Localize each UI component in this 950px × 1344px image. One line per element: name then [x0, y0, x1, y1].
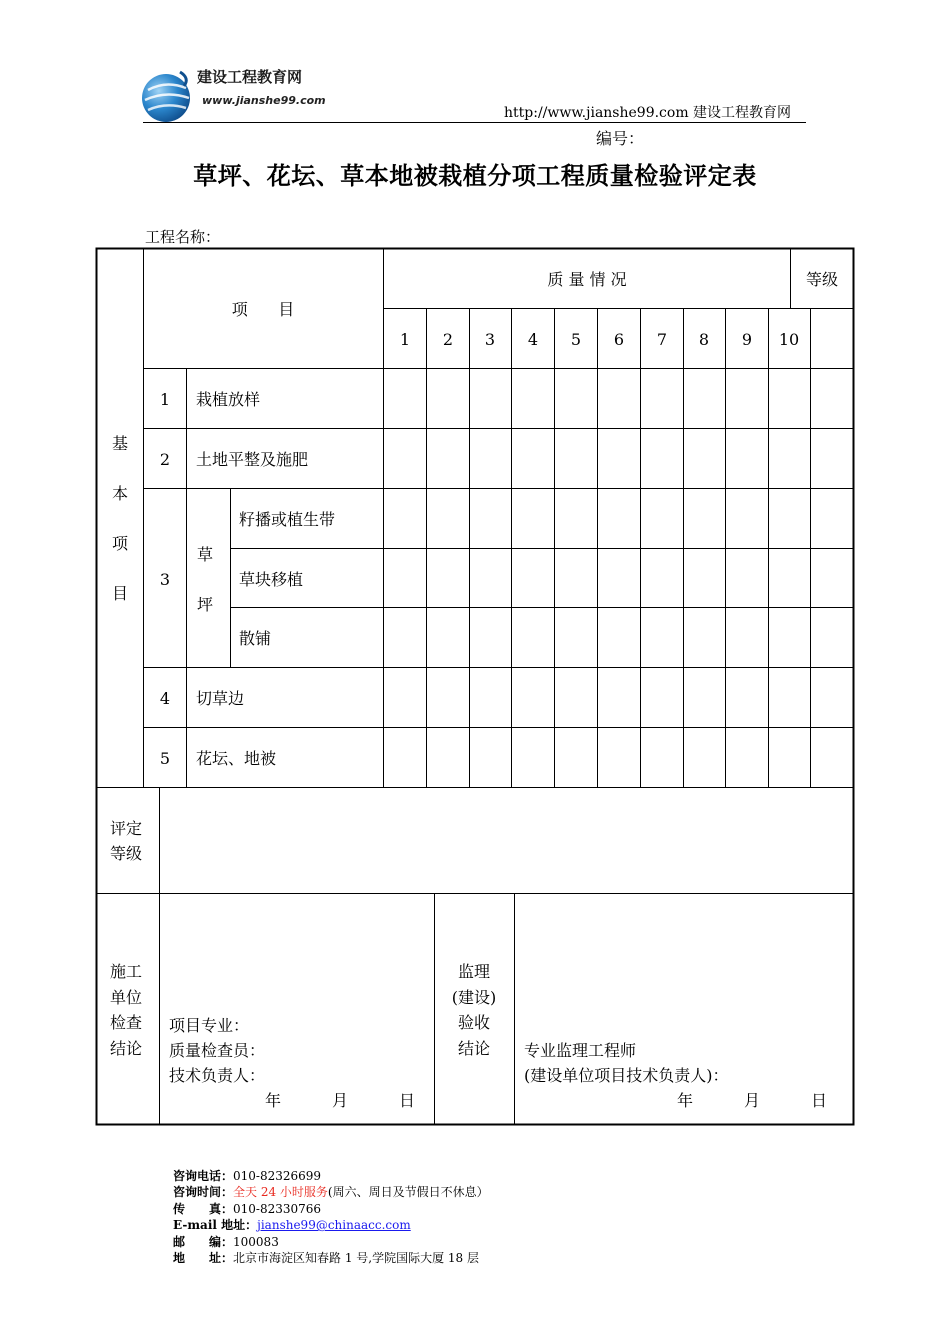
footer-fax: [173, 1201, 489, 1217]
serial-number-label: 编号：: [596, 129, 645, 148]
date-year: 年: [264, 1091, 282, 1110]
construction-field: 质量检查员：: [169, 1041, 266, 1060]
date-month: 月: [743, 1091, 761, 1110]
time-highlight: 全天 24 小时服务: [233, 1185, 328, 1200]
sub-item-label: 草块移植: [239, 570, 304, 589]
supervision-label-line: 验收: [457, 1013, 491, 1032]
column-number: 5: [570, 330, 582, 349]
supervision-field: 专业监理工程师: [524, 1041, 637, 1060]
column-number: 6: [613, 330, 625, 349]
phone-value: 010-82326699: [233, 1169, 322, 1183]
column-number: 8: [698, 330, 710, 349]
group-label-char: 项: [111, 534, 129, 553]
footer-label: 咨询时间：: [173, 1185, 234, 1200]
row-label: 花坛、地被: [196, 749, 277, 768]
eval-label-line: 等级: [110, 844, 143, 863]
page-title: 草坪、花坛、草本地被栽植分项工程质量检验评定表: [193, 162, 757, 190]
supervision-label-line: (建设): [451, 988, 497, 1007]
grade-header: 等级: [805, 270, 839, 289]
construction-label-line: 单位: [110, 988, 143, 1007]
header-site-text[interactable]: http://www.jianshe99.com 建设工程教育网: [504, 105, 792, 121]
row-number: 2: [159, 450, 171, 469]
quality-header: 质 量 情 况: [547, 270, 627, 289]
contact-footer: [173, 1168, 489, 1266]
column-number: 2: [442, 330, 454, 349]
logo-url: www.jianshe99.com: [202, 94, 326, 107]
footer-address: [173, 1250, 489, 1266]
date-month: 月: [331, 1091, 349, 1110]
date-day: 日: [810, 1091, 828, 1110]
footer-label: 邮 编：: [173, 1234, 234, 1249]
column-number: 7: [656, 330, 668, 349]
construction-label-line: 检查: [110, 1013, 143, 1032]
row-label: 土地平整及施肥: [196, 450, 309, 469]
footer-postcode: [173, 1234, 489, 1250]
column-number: 10: [778, 330, 800, 349]
construction-field: 项目专业：: [169, 1016, 250, 1035]
construction-label-line: 施工: [110, 962, 143, 981]
address-value: 北京市海淀区知春路 1 号,学院国际大厦 18 层: [233, 1251, 479, 1266]
row-number: 1: [159, 390, 171, 409]
date-year: 年: [676, 1091, 694, 1110]
column-number: 9: [741, 330, 753, 349]
row-label: 切草边: [196, 689, 245, 708]
sub-group-char: 坪: [196, 595, 214, 614]
project-name-label: 工程名称：: [145, 228, 221, 246]
construction-label-line: 结论: [110, 1039, 143, 1058]
logo-name: 建设工程教育网: [197, 68, 303, 86]
supervision-label-line: 监理: [457, 962, 491, 981]
email-link[interactable]: jianshe99@chinaacc.com: [257, 1218, 411, 1233]
postcode-value: 100083: [233, 1234, 279, 1249]
footer-label: E-mail 地址：: [173, 1218, 258, 1233]
eval-label-line: 评定: [110, 819, 143, 838]
footer-label: 地 址：: [173, 1251, 234, 1266]
footer-time: [173, 1184, 489, 1200]
group-label-char: 基: [111, 434, 129, 453]
sub-item-label: 籽播或植生带: [239, 510, 336, 529]
column-number: 1: [399, 330, 411, 349]
supervision-label-line: 结论: [457, 1039, 491, 1058]
footer-email: [173, 1217, 489, 1233]
footer-phone: [173, 1168, 489, 1184]
time-note: (周六、周日及节假日不休息）: [327, 1185, 489, 1200]
supervision-field: (建设单位项目技术负责人)：: [524, 1066, 729, 1085]
group-label-char: 目: [111, 584, 129, 603]
construction-field: 技术负责人：: [169, 1066, 266, 1085]
date-day: 日: [398, 1091, 416, 1110]
column-number: 3: [484, 330, 496, 349]
item-header: 项 目: [231, 300, 295, 319]
sub-item-label: 散铺: [239, 629, 272, 648]
group-label-char: 本: [111, 484, 129, 503]
sub-group-char: 草: [196, 545, 214, 564]
row-number: 5: [159, 749, 171, 768]
row-label: 栽植放样: [196, 390, 261, 409]
footer-label: 传 真：: [173, 1201, 234, 1216]
row-number: 4: [159, 689, 171, 708]
fax-value: 010-82330766: [233, 1201, 322, 1216]
footer-label: 咨询电话：: [173, 1169, 234, 1183]
row-number: 3: [159, 570, 171, 589]
column-number: 4: [527, 330, 539, 349]
